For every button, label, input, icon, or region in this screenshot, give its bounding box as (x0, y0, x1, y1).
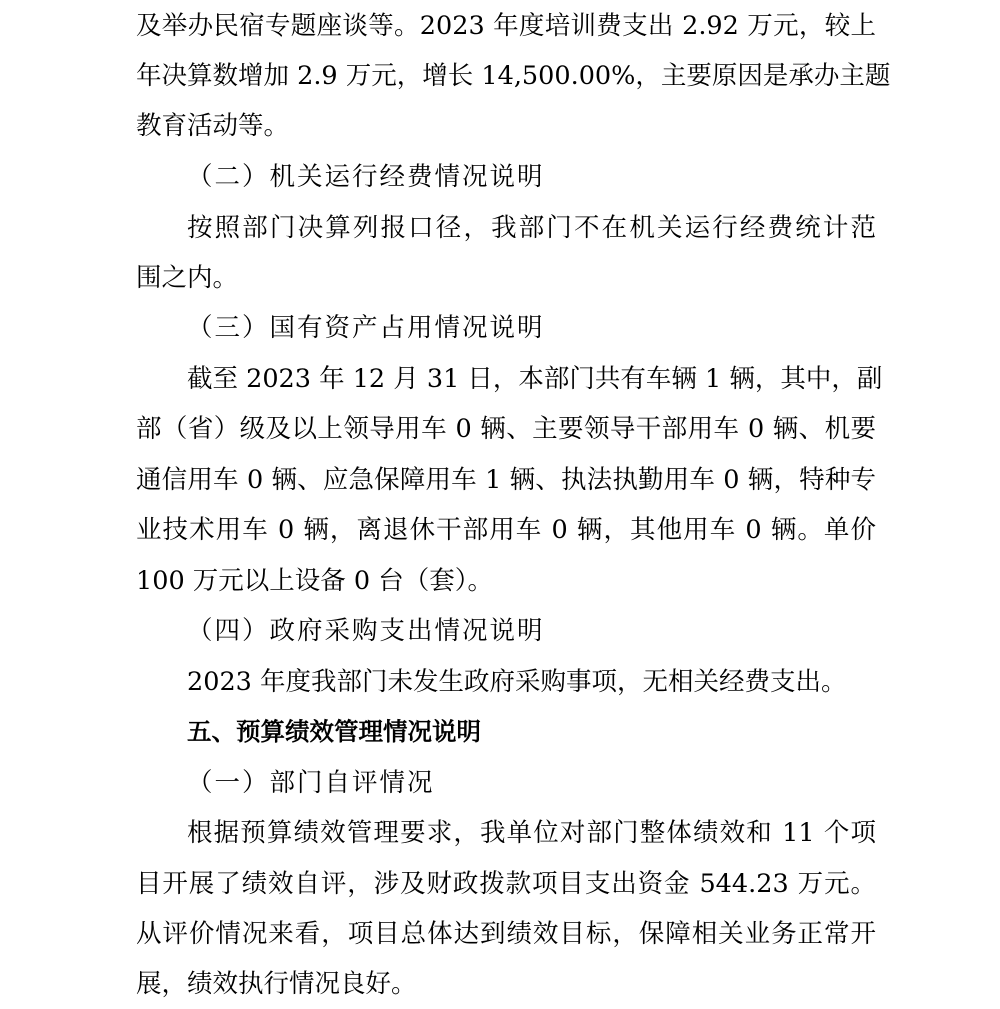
paragraph-line: 2023 年度我部门未发生政府采购事项，无相关经费支出。 (187, 667, 847, 697)
paragraph-line: 从评价情况来看，项目总体达到绩效目标，保障相关业务正常开 (136, 919, 876, 949)
paragraph-line: 展，绩效执行情况良好。 (136, 969, 417, 999)
paragraph-line: 通信用车 0 辆、应急保障用车 1 辆、执法执勤用车 0 辆，特种专 (136, 465, 876, 495)
section-heading-1: （一）部门自评情况 (187, 768, 435, 798)
chapter-heading-5: 五、预算绩效管理情况说明 (187, 717, 481, 746)
paragraph-line: 围之内。 (136, 263, 239, 293)
paragraph-line: 100 万元以上设备 0 台（套）。 (136, 566, 493, 596)
paragraph-line: 年决算数增加 2.9 万元，增长 14,500.00%，主要原因是承办主题 (136, 61, 891, 91)
paragraph-line: 教育活动等。 (136, 111, 290, 141)
section-heading-2: （二）机关运行经费情况说明 (187, 162, 545, 192)
paragraph-line: 业技术用车 0 辆，离退休干部用车 0 辆，其他用车 0 辆。单价 (136, 515, 876, 545)
paragraph-line: 目开展了绩效自评，涉及财政拨款项目支出资金 544.23 万元。 (136, 869, 876, 899)
paragraph-line: 截至 2023 年 12 月 31 日，本部门共有车辆 1 辆，其中，副 (187, 364, 883, 394)
paragraph-line: 部（省）级及以上领导用车 0 辆、主要领导干部用车 0 辆、机要 (136, 414, 876, 444)
section-heading-4: （四）政府采购支出情况说明 (187, 616, 545, 646)
section-heading-3: （三）国有资产占用情况说明 (187, 313, 545, 343)
paragraph-line: 按照部门决算列报口径，我部门不在机关运行经费统计范 (187, 213, 876, 243)
paragraph-line: 根据预算绩效管理要求，我单位对部门整体绩效和 11 个项 (187, 818, 876, 848)
paragraph-line: 及举办民宿专题座谈等。2023 年度培训费支出 2.92 万元，较上 (136, 11, 876, 41)
